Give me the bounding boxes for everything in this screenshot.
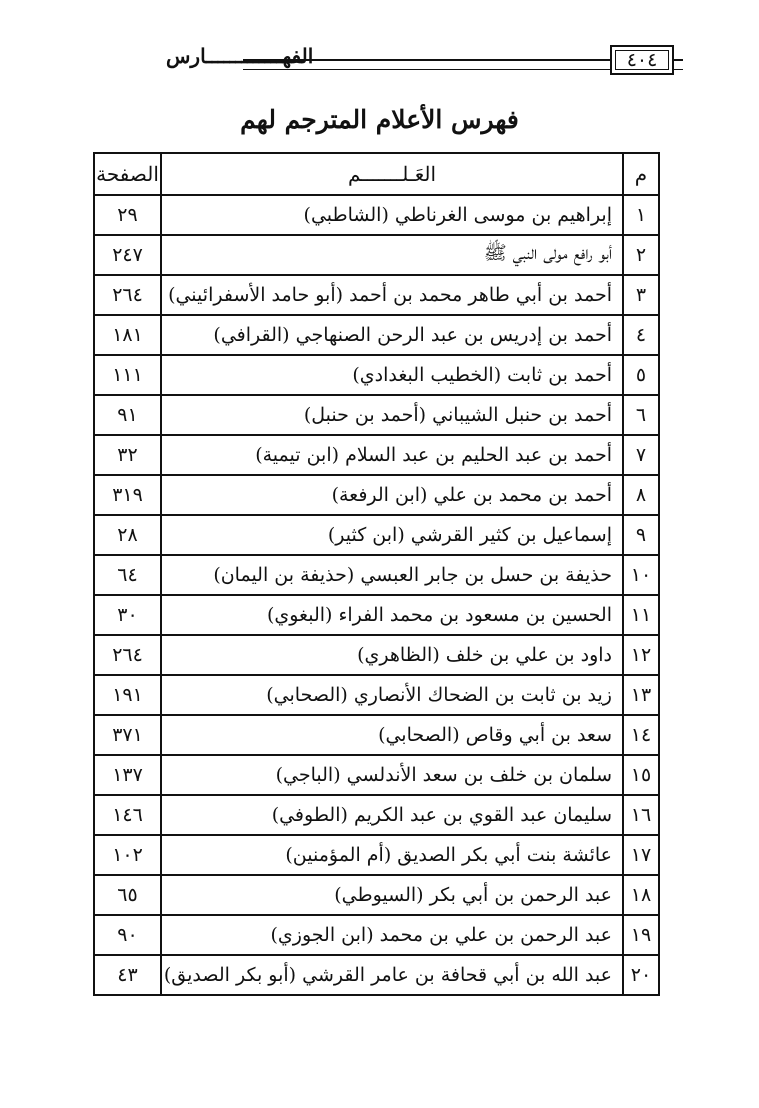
row-name: سلمان بن خلف بن سعد الأندلسي (الباجي) (161, 755, 623, 795)
row-number: ٥ (623, 355, 659, 395)
table-header-row (94, 153, 659, 195)
table-row (94, 635, 659, 675)
row-number: ٧ (623, 435, 659, 475)
row-page: ٣٢ (94, 435, 161, 475)
row-number: ١٢ (623, 635, 659, 675)
row-number: ٦ (623, 395, 659, 435)
row-number: ١٦ (623, 795, 659, 835)
row-name: إبراهيم بن موسى الغرناطي (الشاطبي) (161, 195, 623, 235)
names-index-table (93, 152, 660, 996)
row-number: ١٠ (623, 555, 659, 595)
row-name: الحسين بن مسعود بن محمد الفراء (البغوي) (161, 595, 623, 635)
row-number: ٨ (623, 475, 659, 515)
row-name: أحمد بن عبد الحليم بن عبد السلام (ابن تيمية) (161, 435, 623, 475)
row-page: ٢٦٤ (94, 275, 161, 315)
row-page: ٩١ (94, 395, 161, 435)
table-row (94, 275, 659, 315)
row-page: ٣٠ (94, 595, 161, 635)
table-row (94, 355, 659, 395)
table-row (94, 675, 659, 715)
row-number: ١٨ (623, 875, 659, 915)
row-page: ١٣٧ (94, 755, 161, 795)
column-header-name: العَـلـــــــم (161, 153, 623, 195)
row-number: ٣ (623, 275, 659, 315)
row-name: أحمد بن ثابت (الخطيب البغدادي) (161, 355, 623, 395)
row-name: عبد الرحمن بن أبي بكر (السيوطي) (161, 875, 623, 915)
row-page: ٢٦٤ (94, 635, 161, 675)
row-page: ٦٥ (94, 875, 161, 915)
row-page: ١٨١ (94, 315, 161, 355)
row-page: ٦٤ (94, 555, 161, 595)
table-row (94, 315, 659, 355)
page-number-frame (615, 50, 669, 70)
table-row (94, 835, 659, 875)
page-number-box (610, 45, 674, 75)
row-name: عائشة بنت أبي بكر الصديق (أم المؤمنين) (161, 835, 623, 875)
row-page: ٣١٩ (94, 475, 161, 515)
page-title: فهرس الأعلام المترجم لهم (240, 105, 519, 134)
table-row (94, 235, 659, 275)
row-page: ٤٣ (94, 955, 161, 995)
row-number: ١٩ (623, 915, 659, 955)
row-name: زيد بن ثابت بن الضحاك الأنصاري (الصحابي) (161, 675, 623, 715)
row-page: ٢٨ (94, 515, 161, 555)
table-row (94, 195, 659, 235)
table-row (94, 555, 659, 595)
row-number: ٩ (623, 515, 659, 555)
column-header-page: الصفحة (94, 153, 161, 195)
row-name: إسماعيل بن كثير القرشي (ابن كثير) (161, 515, 623, 555)
table-row (94, 915, 659, 955)
row-name: أحمد بن إدريس بن عبد الرحن الصنهاجي (القرافي) (161, 315, 623, 355)
table-row (94, 475, 659, 515)
table-row (94, 715, 659, 755)
table-row (94, 755, 659, 795)
row-name: سعد بن أبي وقاص (الصحابي) (161, 715, 623, 755)
row-number: ١١ (623, 595, 659, 635)
table-row (94, 875, 659, 915)
row-page: ٩٠ (94, 915, 161, 955)
row-name: حذيفة بن حسل بن جابر العبسي (حذيفة بن اليمان) (161, 555, 623, 595)
table-row (94, 395, 659, 435)
row-page: ١٠٢ (94, 835, 161, 875)
row-page: ٢٤٧ (94, 235, 161, 275)
running-header (78, 44, 678, 80)
row-number: ٤ (623, 315, 659, 355)
row-number: ١٤ (623, 715, 659, 755)
row-name: أحمد بن أبي طاهر محمد بن أحمد (أبو حامد الأسفرائيني) (161, 275, 623, 315)
row-number: ٢٠ (623, 955, 659, 995)
row-page: ١٩١ (94, 675, 161, 715)
table-row (94, 795, 659, 835)
row-name: داود بن علي بن خلف (الظاهري) (161, 635, 623, 675)
row-number: ١٣ (623, 675, 659, 715)
row-name: أحمد بن حنبل الشيباني (أحمد بن حنبل) (161, 395, 623, 435)
row-page: ٣٧١ (94, 715, 161, 755)
row-number: ١٧ (623, 835, 659, 875)
table-row (94, 515, 659, 555)
row-number: ١ (623, 195, 659, 235)
row-name: عبد الله بن أبي قحافة بن عامر القرشي (أبو بكر الصديق) (161, 955, 623, 995)
row-page: ١١١ (94, 355, 161, 395)
row-page: ١٤٦ (94, 795, 161, 835)
row-name: عبد الرحمن بن علي بن محمد (ابن الجوزي) (161, 915, 623, 955)
row-name: أبو رافع مولى النبي ﷺ (161, 235, 623, 275)
table-row (94, 595, 659, 635)
table-row (94, 435, 659, 475)
running-title: الفهـــــــــــــارس (166, 44, 314, 68)
column-header-number: م (623, 153, 659, 195)
page-number: ٤٠٤ (626, 49, 658, 71)
row-number: ٢ (623, 235, 659, 275)
row-number: ١٥ (623, 755, 659, 795)
row-name: سليمان عبد القوي بن عبد الكريم (الطوفي) (161, 795, 623, 835)
row-name: أحمد بن محمد بن علي (ابن الرفعة) (161, 475, 623, 515)
table-row (94, 955, 659, 995)
row-page: ٢٩ (94, 195, 161, 235)
